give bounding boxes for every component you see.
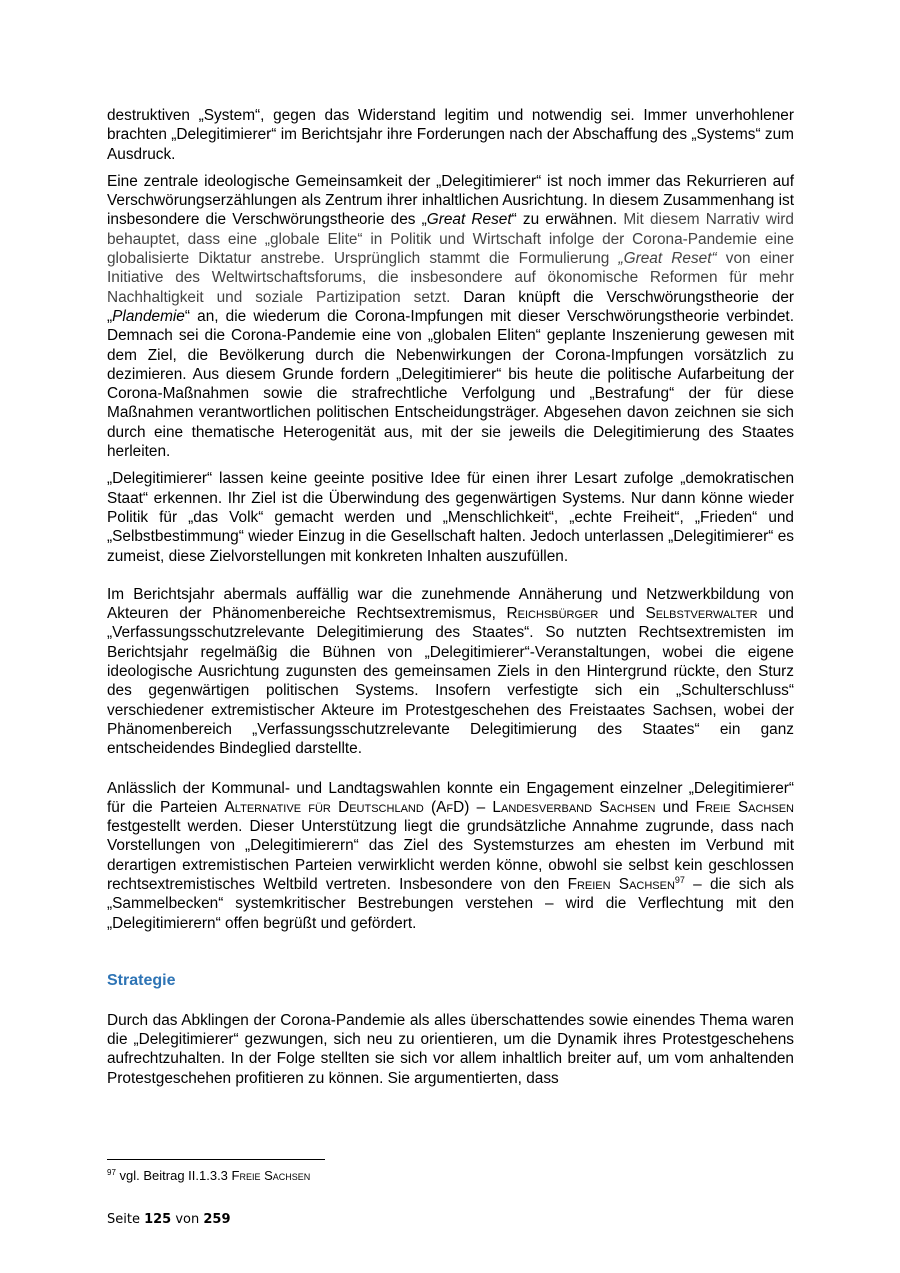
p5-text-c: festgestellt werden. Dieser Unterstützung liegt die grundsätzliche Annahme zugrunde, dass nach Vorstellungen von „Delegitimierern“ das Ziel des Systemsturzes am ehesten im Verbund mit derartigen extremistischen Parteien verwirklicht werden könne, obwohl sie selbst kein geschlossen rechtsextremistisches Weltbild vertreten. Insbesondere von den — [107, 818, 794, 893]
footer-prefix: Seite — [107, 1212, 145, 1227]
p4-text-a: Im Berichtsjahr abermals auffällig war die zunehmende Annäherung und Netzwerkbildung von Akteuren der Phänomenbereiche Rechtsextremismus, — [107, 585, 794, 623]
p2-text-f: “ an, die wiederum die Corona-Impfungen mit dieser Verschwörungstheorie verbindet. Demnach sei die Corona-Pandemie eine von „globalen Eliten“ geplante Inszenierung gewesen mit dem Ziel, die Bevölkerung durch die Nebenwirkungen der Corona-Impfungen vorsätzlich zu dezimieren. Aus diesem Grunde fordern „Delegitimierer“ bis heute die politische Aufarbeitung der Corona-Maßnahmen sowie die strafrechtliche Verfolgung und „Bestrafung“ der für diese Maßnahmen verantwortlichen politischen Entscheidungsträger. Abgesehen davon zeichnen sie sich durch eine thematische Heterogenität aus, mit der sie jeweils die Delegitimierung des Staates herleiten. — [107, 307, 794, 461]
great-reset-quote: „Great Reset“ — [618, 250, 717, 268]
footnote-divider — [107, 1159, 325, 1160]
footnote-org: Freie Sachsen — [231, 1168, 311, 1183]
footnote-97 — [107, 1168, 310, 1184]
paragraph-2 — [107, 172, 794, 461]
org-freien-sachsen: Freien Sachsen — [567, 875, 675, 893]
paragraph-5 — [107, 779, 794, 933]
p5-text-b: und — [655, 798, 696, 816]
p5-text-a: Anlässlich der Kommunal- und Landtagswahlen konnte ein Engagement einzelner „Delegitimierer“ für die Parteien — [107, 779, 794, 816]
section-heading-strategie: Strategie — [107, 971, 176, 989]
org-selbstverwalter: Selbstverwalter — [645, 605, 758, 623]
p2-text-d: von einer Initiative des Weltwirtschaftsforums, die insbesondere auf ökonomische Reformen für mehr Nachhaltigkeit und soziale Partizipation setzt. — [107, 250, 794, 306]
page-body — [107, 106, 794, 1088]
p2-text-b: “ zu erwähnen. — [511, 211, 624, 229]
footer-mid: von — [171, 1212, 204, 1227]
p2-text-a: Eine zentrale ideologische Gemeinsamkeit der „Delegitimierer“ ist noch immer das Rekurrieren auf Verschwörungserzählungen als Zentrum ihrer inhaltlichen Ausrichtung. In diesem Zusammenhang ist insbesondere die Verschwörungstheorie des „ — [107, 172, 794, 229]
great-reset-term: Great Reset — [426, 211, 512, 229]
footnote-text: vgl. Beitrag II.1.3.3 — [115, 1168, 232, 1183]
p4-text-b: und — [598, 605, 646, 623]
p5-text-d: – die sich als „Sammelbecken“ systemkritischer Bestrebungen verstehen – wird die Verflechtung mit den „Delegitimierern“ offen begrüßt und gefördert. — [107, 875, 794, 932]
org-freie-sachsen: Freie Sachsen — [695, 798, 794, 816]
footnote-number: 97 — [107, 1168, 116, 1177]
plandemie-term: Plandemie — [112, 307, 185, 325]
paragraph-6: Durch das Abklingen der Corona-Pandemie als alles überschattendes sowie einendes Thema waren die „Delegitimierer“ gezwungen, sich neu zu orientieren, um die Dynamik ihres Protestgeschehens aufrechtzuhalten. In der Folge stellten sie sich vor allem inhaltlich breiter auf, um vom anhaltenden Protestgeschehen profitieren zu können. Sie argumentierten, dass — [107, 1011, 794, 1087]
p4-text-c: und „Verfassungsschutzrelevante Delegitimierung des Staates“. So nutzten Rechtsextremisten im Berichtsjahr regelmäßig die Bühnen von „Delegitimierer“-Veranstaltungen, wobei die eigene ideologische Ausrichtung zugunsten des gemeinsamen Ziels in den Hintergrund rückte, den Sturz des gegenwärtigen politischen Systems. Insofern verfestigte sich ein „Schulterschluss“ verschiedener extremistischer Akteure im Protestgeschehen des Freistaates Sachsen, wobei der Phänomenbereich „Verfassungsschutzrelevante Delegitimierung des Staates“ ein ganz entscheidendes Bindeglied darstellte. — [107, 605, 794, 758]
paragraph-4 — [107, 585, 794, 759]
org-reichsbuerger: Reichsbürger — [506, 605, 599, 623]
p2-text-c: Mit diesem Narrativ wird behauptet, dass eine „globale Elite“ in Politik und Wirtschaft infolge der Corona-Pandemie eine globalisierte Diktatur anstrebe. Ursprünglich stammt die Formulierung — [107, 211, 794, 268]
org-afd-sachsen: Alternative für Deutschland (AfD) – Landesverband Sachsen — [224, 798, 656, 816]
p2-text-e: Daran knüpft die Verschwörungstheorie der „ — [107, 288, 794, 325]
footnote-ref-97[interactable]: 97 — [674, 874, 685, 885]
paragraph-3: „Delegitimierer“ lassen keine geeinte positive Idee für einen ihrer Lesart zufolge „demokratischen Staat“ erkennen. Ihr Ziel ist die Überwindung des gegenwärtigen Systems. Nur dann könne wieder Politik für „das Volk“ gemacht werden und „Menschlichkeit“, „echte Freiheit“, „Frieden“ und „Selbstbestimmung“ wieder Einzug in die Gesellschaft halten. Jedoch unterlassen „Delegitimierer“ es zumeist, diese Zielvorstellungen mit konkreten Inhalten auszufüllen. — [107, 470, 794, 565]
page-number-footer — [107, 1211, 231, 1228]
paragraph-1: destruktiven „System“, gegen das Widerstand legitim und notwendig sei. Immer unverhohlener brachten „Delegitimierer“ im Berichtsjahr ihre Forderungen nach der Abschaffung des „Systems“ zum Ausdruck. — [107, 107, 794, 163]
current-page-number: 125 — [144, 1212, 172, 1227]
total-pages: 259 — [203, 1212, 231, 1227]
